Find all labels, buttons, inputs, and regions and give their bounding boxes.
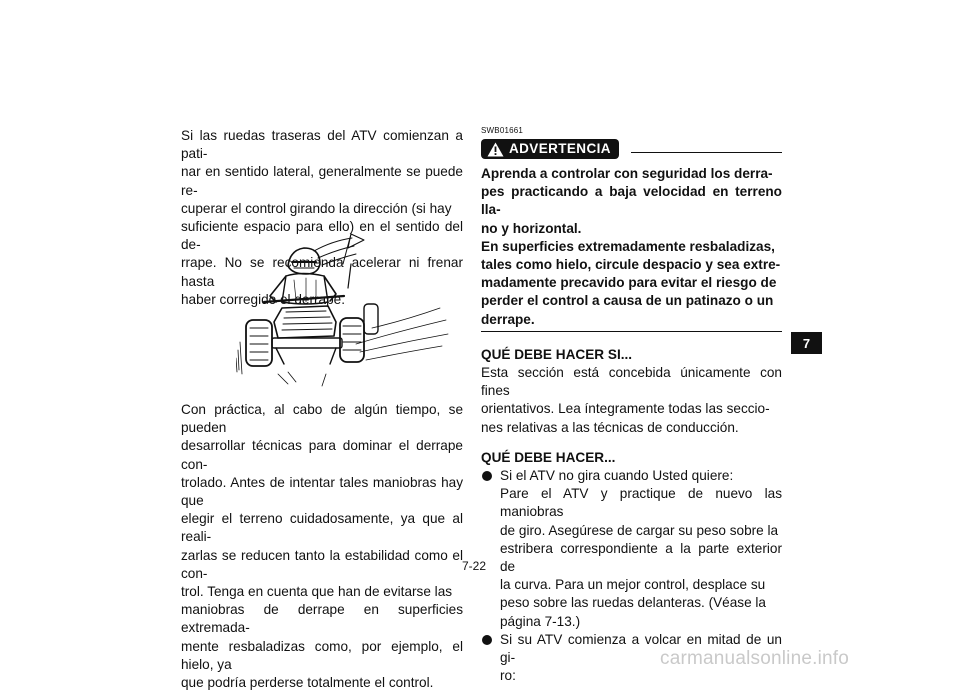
text-line: derrape. — [481, 311, 535, 327]
text-line: rrape. No se recomienda acelerar ni frenar hasta — [181, 255, 463, 289]
text-line: no y horizontal. — [481, 220, 582, 236]
text-line: Esta sección está concebida únicamente con fines — [481, 365, 782, 399]
text-line: elegir el terreno cuidadosamente, ya que al reali- — [181, 511, 463, 545]
bullet-icon — [482, 635, 492, 645]
text-line: desarrollar técnicas para dominar el derrape con- — [181, 438, 463, 472]
warning-top-rule — [631, 152, 782, 153]
text-line: zarlas se reducen tanto la estabilidad como el con- — [181, 547, 463, 581]
text-line: trolado. Antes de intentar tales maniobras hay que — [181, 474, 463, 509]
warning-badge — [481, 139, 619, 159]
warning-text — [481, 165, 782, 329]
right-column — [481, 126, 782, 685]
text-line: nes relativas a las técnicas de conducción. — [481, 419, 739, 435]
watermark: carmanualsonline.info — [660, 648, 850, 669]
text-line: En superficies extremadamente resbaladizas, — [481, 238, 775, 254]
text-line: de giro. Asegúrese de cargar su peso sobre la — [500, 522, 779, 538]
text-line: que podría perderse totalmente el control. — [181, 675, 434, 691]
bullet-icon — [482, 471, 492, 481]
page-number: 7-22 — [462, 559, 487, 573]
text-line: estribera correspondiente a la parte exterior de — [500, 540, 782, 575]
warning-triangle-icon — [487, 142, 504, 157]
text-line: Si las ruedas traseras del ATV comienzan a pati- — [181, 128, 463, 162]
text-line: pes practicando a baja velocidad en terreno lla- — [481, 184, 782, 218]
text-line: madamente precavido para evitar el riesgo de — [481, 275, 777, 291]
warning-label: ADVERTENCIA — [509, 140, 611, 156]
text-line: perder el control a causa de un patinazo o un — [481, 293, 774, 309]
list-item — [481, 467, 782, 631]
text-line: Pare el ATV y practique de nuevo las maniobras — [500, 486, 782, 520]
chapter-tab: 7 — [791, 332, 822, 354]
text-line: ro: — [500, 668, 516, 684]
text-line: página 7-13.) — [500, 613, 581, 629]
text-line: Aprenda a controlar con seguridad los derra- — [481, 166, 773, 181]
section-text — [481, 364, 782, 437]
text-line: tales como hielo, circule despacio y sea extre- — [481, 257, 781, 273]
text-line: trol. Tenga en cuenta que han de evitarse las — [181, 584, 453, 600]
warning-code: SWB01661 — [481, 126, 524, 135]
section-heading: QUÉ DEBE HACER SI... — [481, 346, 633, 362]
atv-rider-illustration — [236, 224, 450, 390]
left-paragraph-2 — [181, 401, 463, 692]
text-line: la curva. Para un mejor control, desplace su — [500, 577, 766, 593]
warning-header — [481, 139, 782, 159]
text-line: orientativos. Lea íntegramente todas las seccio- — [481, 401, 770, 417]
text-line: Con práctica, al cabo de algún tiempo, se pueden — [181, 402, 463, 436]
text-line: mente resbaladizas como, por ejemplo, el hielo, ya — [181, 638, 463, 672]
section-heading: QUÉ DEBE HACER... — [481, 449, 616, 465]
text-line: cuperar el control girando la dirección (si hay — [181, 200, 452, 216]
text-line: Si su ATV comienza a volcar en mitad de un gi- — [500, 631, 782, 666]
warning-bottom-rule — [481, 331, 782, 332]
text-line: suficiente espacio para ello) en el sentido del de- — [181, 219, 463, 253]
text-line: peso sobre las ruedas delanteras. (Véase la — [500, 595, 766, 611]
text-line: haber corregido el derrape. — [181, 291, 345, 307]
text-line: Si el ATV no gira cuando Usted quiere: — [500, 468, 734, 484]
text-line: maniobras de derrape en superficies extremada- — [181, 602, 463, 636]
text-line: nar en sentido lateral, generalmente se puede re- — [181, 164, 463, 198]
